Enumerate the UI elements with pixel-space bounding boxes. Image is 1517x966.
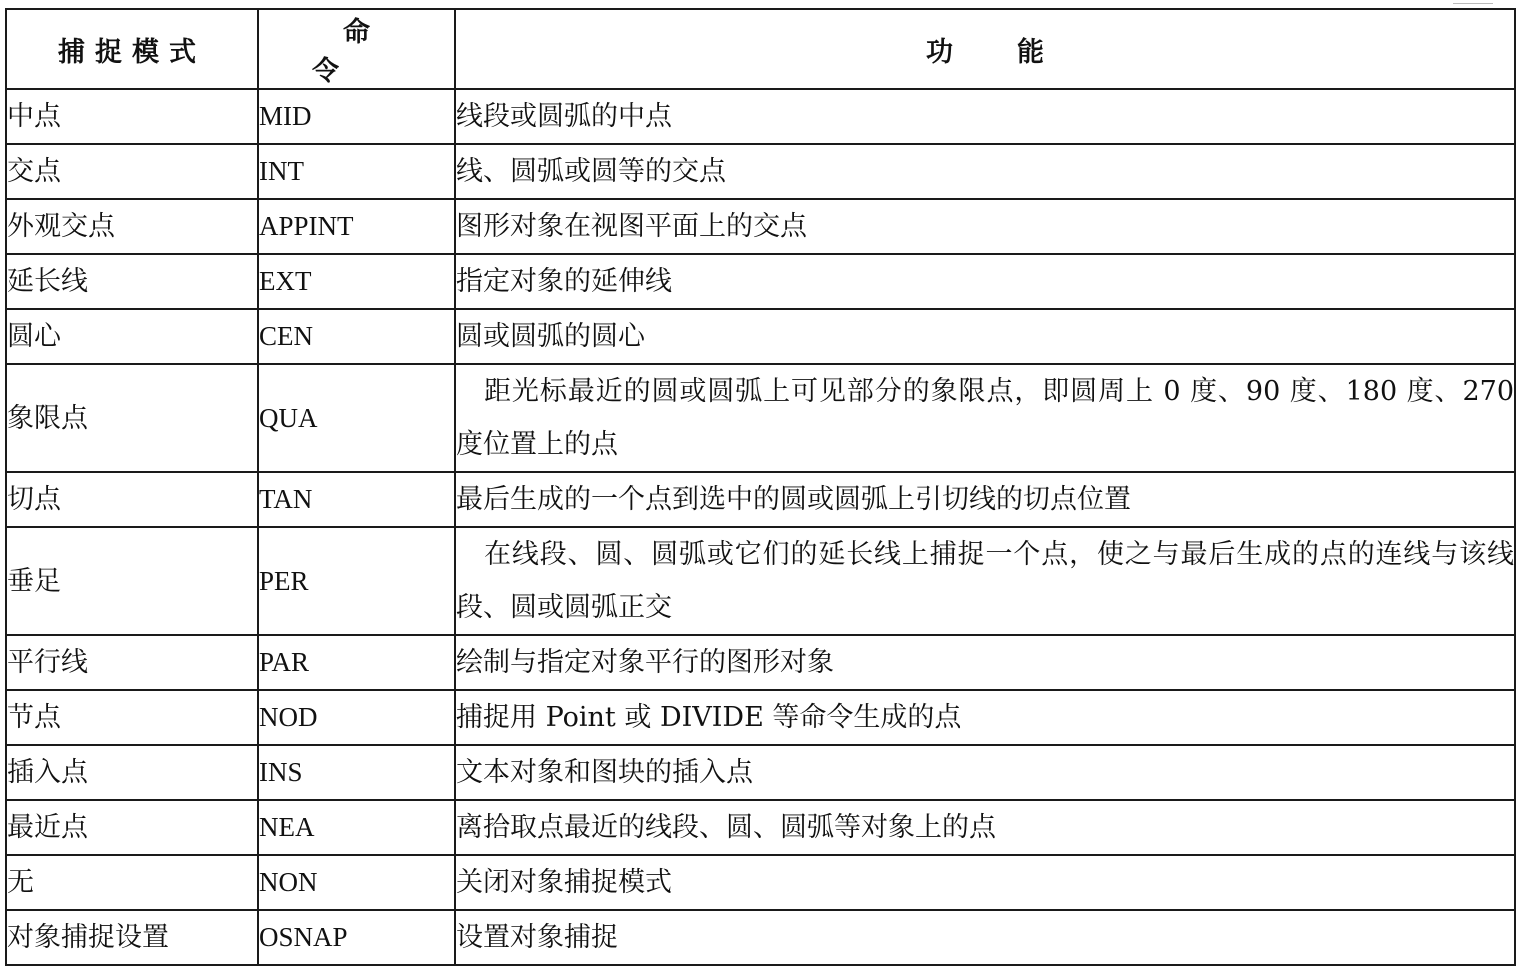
function-cell: 圆或圆弧的圆心 xyxy=(455,309,1515,364)
snap-mode-cell: 平行线 xyxy=(6,635,258,690)
function-cell: 离拾取点最近的线段、圆、圆弧等对象上的点 xyxy=(455,800,1515,855)
function-cell: 线段或圆弧的中点 xyxy=(455,89,1515,144)
command-cell: QUA xyxy=(258,364,455,472)
command-cell: NON xyxy=(258,855,455,910)
snap-mode-cell: 插入点 xyxy=(6,745,258,800)
snap-mode-cell: 最近点 xyxy=(6,800,258,855)
page-corner-mark xyxy=(1453,0,1493,4)
object-snap-table xyxy=(5,8,1516,966)
snap-mode-cell: 延长线 xyxy=(6,254,258,309)
function-cell: 在线段、圆、圆弧或它们的延长线上捕捉一个点，使之与最后生成的点的连线与该线段、圆或圆弧正交 xyxy=(455,527,1515,635)
command-cell: PAR xyxy=(258,635,455,690)
snap-mode-cell: 切点 xyxy=(6,472,258,527)
function-cell: 最后生成的一个点到选中的圆或圆弧上引切线的切点位置 xyxy=(455,472,1515,527)
snap-mode-cell: 象限点 xyxy=(6,364,258,472)
snap-mode-cell: 圆心 xyxy=(6,309,258,364)
command-cell: EXT xyxy=(258,254,455,309)
table-row xyxy=(6,309,1515,364)
command-cell: OSNAP xyxy=(258,910,455,965)
table-row xyxy=(6,855,1515,910)
command-cell: APPINT xyxy=(258,199,455,254)
table-row xyxy=(6,527,1515,635)
header-function: 功能 xyxy=(455,9,1515,89)
table-row xyxy=(6,199,1515,254)
table-row xyxy=(6,800,1515,855)
command-cell: PER xyxy=(258,527,455,635)
command-cell: CEN xyxy=(258,309,455,364)
table-row xyxy=(6,745,1515,800)
snap-mode-cell: 节点 xyxy=(6,690,258,745)
table-row xyxy=(6,910,1515,965)
function-cell: 距光标最近的圆或圆弧上可见部分的象限点，即圆周上 0 度、90 度、180 度、270 度位置上的点 xyxy=(455,364,1515,472)
header-snap-mode: 捕捉模式 xyxy=(6,9,258,89)
function-cell: 捕捉用 Point 或 DIVIDE 等命令生成的点 xyxy=(455,690,1515,745)
snap-mode-cell: 垂足 xyxy=(6,527,258,635)
table-row xyxy=(6,89,1515,144)
table-row xyxy=(6,472,1515,527)
command-cell: INT xyxy=(258,144,455,199)
snap-mode-cell: 中点 xyxy=(6,89,258,144)
table-row xyxy=(6,635,1515,690)
snap-mode-cell: 交点 xyxy=(6,144,258,199)
function-cell: 绘制与指定对象平行的图形对象 xyxy=(455,635,1515,690)
function-cell: 指定对象的延伸线 xyxy=(455,254,1515,309)
snap-mode-cell: 无 xyxy=(6,855,258,910)
command-cell: MID xyxy=(258,89,455,144)
table-row xyxy=(6,364,1515,472)
table-row xyxy=(6,144,1515,199)
header-command: 命令 xyxy=(258,9,455,89)
function-cell: 文本对象和图块的插入点 xyxy=(455,745,1515,800)
command-cell: NEA xyxy=(258,800,455,855)
function-cell: 图形对象在视图平面上的交点 xyxy=(455,199,1515,254)
command-cell: NOD xyxy=(258,690,455,745)
command-cell: TAN xyxy=(258,472,455,527)
table-header-row xyxy=(6,9,1515,89)
snap-mode-cell: 对象捕捉设置 xyxy=(6,910,258,965)
snap-mode-cell: 外观交点 xyxy=(6,199,258,254)
function-cell: 线、圆弧或圆等的交点 xyxy=(455,144,1515,199)
table-row xyxy=(6,690,1515,745)
function-cell: 设置对象捕捉 xyxy=(455,910,1515,965)
function-cell: 关闭对象捕捉模式 xyxy=(455,855,1515,910)
command-cell: INS xyxy=(258,745,455,800)
table-row xyxy=(6,254,1515,309)
